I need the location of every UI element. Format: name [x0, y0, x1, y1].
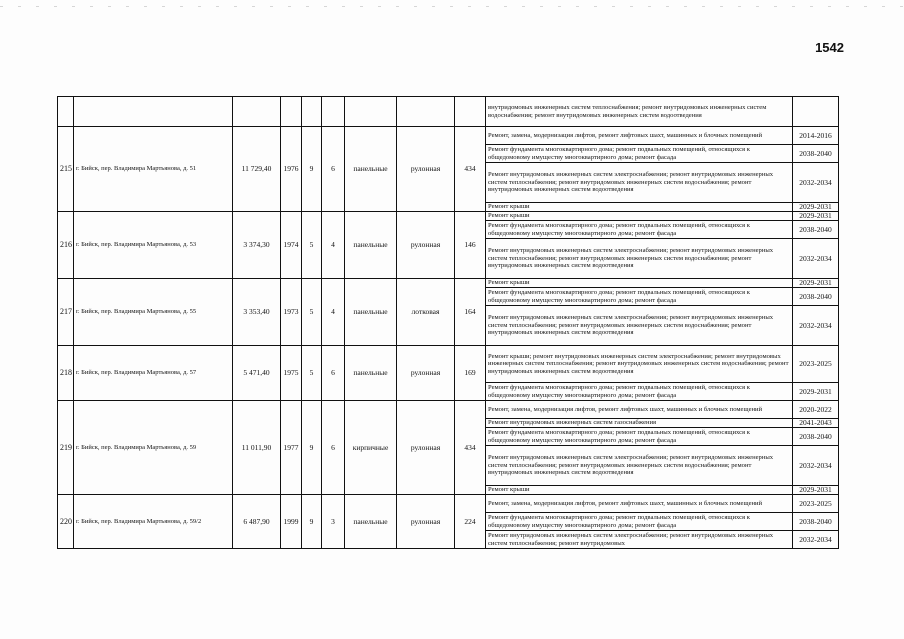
period-cell: 2032-2034 — [793, 446, 839, 486]
work-description-cell: Ремонт крыши — [486, 212, 793, 221]
wall-material-cell: панельные — [345, 346, 397, 401]
year-cell: 1976 — [281, 127, 302, 212]
page-number: 1542 — [815, 40, 844, 55]
residents-cell: 169 — [455, 346, 486, 401]
period-cell: 2038-2040 — [793, 288, 839, 306]
work-description-cell: Ремонт внутридомовых инженерных систем электроснабжения; ремонт внутридомовых инженерных систем теплоснабжения; ремонт внутридомовых — [486, 531, 793, 549]
period-cell: 2032-2034 — [793, 163, 839, 203]
address-cell: г. Бийск, пер. Владимира Мартьянова, д. 53 — [74, 212, 233, 279]
work-description-cell: Ремонт крыши — [486, 279, 793, 288]
work-description-cell: внутридомовых инженерных систем теплоснабжения; ремонт внутридомовых инженерных систем водоснабжения; ремонт внутридомовых инженерных систем водоотведения — [486, 97, 793, 127]
period-cell: 2032-2034 — [793, 306, 839, 346]
year-cell — [281, 97, 302, 127]
period-cell: 2038-2040 — [793, 428, 839, 446]
period-cell: 2041-2043 — [793, 419, 839, 428]
table-row — [58, 279, 839, 288]
row-number: 220 — [58, 495, 74, 549]
table-row — [58, 401, 839, 419]
work-description-cell: Ремонт крыши — [486, 203, 793, 212]
work-description-cell: Ремонт фундамента многоквартирного дома; ремонт подвальных помещений, относящихся к общедомовому имуществу многоквартирного дома; ремонт фасада — [486, 513, 793, 531]
period-cell: 2029-2031 — [793, 486, 839, 495]
work-description-cell: Ремонт, замена, модернизация лифтов, ремонт лифтовых шахт, машинных и блочных помещений — [486, 401, 793, 419]
year-cell: 1973 — [281, 279, 302, 346]
residents-cell — [455, 97, 486, 127]
roof-type-cell: рулонная — [397, 127, 455, 212]
address-cell: г. Бийск, пер. Владимира Мартьянова, д. 59 — [74, 401, 233, 495]
period-cell: 2038-2040 — [793, 221, 839, 239]
capital-repair-table — [57, 96, 839, 549]
year-cell: 1974 — [281, 212, 302, 279]
period-cell: 2020-2022 — [793, 401, 839, 419]
work-description-cell: Ремонт, замена, модернизация лифтов, ремонт лифтовых шахт, машинных и блочных помещений — [486, 127, 793, 145]
wall-material-cell — [345, 97, 397, 127]
residents-cell: 434 — [455, 401, 486, 495]
row-number: 219 — [58, 401, 74, 495]
scan-artifact — [0, 6, 904, 7]
address-cell: г. Бийск, пер. Владимира Мартьянова, д. 51 — [74, 127, 233, 212]
work-description-cell: Ремонт фундамента многоквартирного дома; ремонт подвальных помещений, относящихся к общедомовому имуществу многоквартирного дома; ремонт фасада — [486, 221, 793, 239]
table-row — [58, 346, 839, 383]
period-cell: 2029-2031 — [793, 279, 839, 288]
floors-cell: 9 — [302, 127, 322, 212]
period-cell — [793, 97, 839, 127]
row-number — [58, 97, 74, 127]
work-description-cell: Ремонт фундамента многоквартирного дома; ремонт подвальных помещений, относящихся к общедомовому имуществу многоквартирного дома; ремонт фасада — [486, 288, 793, 306]
work-description-cell: Ремонт крыши — [486, 486, 793, 495]
work-description-cell: Ремонт, замена, модернизация лифтов, ремонт лифтовых шахт, машинных и блочных помещений — [486, 495, 793, 513]
floors-cell: 9 — [302, 401, 322, 495]
wall-material-cell: панельные — [345, 212, 397, 279]
area-cell: 6 487,90 — [233, 495, 281, 549]
entrances-cell: 6 — [322, 401, 345, 495]
area-cell: 3 353,40 — [233, 279, 281, 346]
area-cell: 3 374,30 — [233, 212, 281, 279]
wall-material-cell: панельные — [345, 127, 397, 212]
work-description-cell: Ремонт фундамента многоквартирного дома; ремонт подвальных помещений, относящихся к общедомовому имуществу многоквартирного дома; ремонт фасада — [486, 428, 793, 446]
work-description-cell: Ремонт крыши; ремонт внутридомовых инженерных систем электроснабжения; ремонт внутридомовых инженерных систем теплоснабжения; ремонт внутридомовых инженерных систем водоснабжения; ремонт внутридомовых инженерных систем водоотведения — [486, 346, 793, 383]
work-description-cell: Ремонт фундамента многоквартирного дома; ремонт подвальных помещений, относящихся к общедомовому имуществу многоквартирного дома; ремонт фасада — [486, 383, 793, 401]
work-description-cell: Ремонт фундамента многоквартирного дома; ремонт подвальных помещений, относящихся к общедомовому имуществу многоквартирного дома; ремонт фасада — [486, 145, 793, 163]
row-number: 218 — [58, 346, 74, 401]
year-cell: 1977 — [281, 401, 302, 495]
address-cell — [74, 97, 233, 127]
residents-cell: 434 — [455, 127, 486, 212]
table-row — [58, 495, 839, 513]
year-cell: 1999 — [281, 495, 302, 549]
year-cell: 1975 — [281, 346, 302, 401]
period-cell: 2014-2016 — [793, 127, 839, 145]
period-cell: 2029-2031 — [793, 383, 839, 401]
row-number: 216 — [58, 212, 74, 279]
work-description-cell: Ремонт внутридомовых инженерных систем газоснабжения — [486, 419, 793, 428]
wall-material-cell: панельные — [345, 495, 397, 549]
address-cell: г. Бийск, пер. Владимира Мартьянова, д. 57 — [74, 346, 233, 401]
row-number: 215 — [58, 127, 74, 212]
residents-cell: 224 — [455, 495, 486, 549]
address-cell: г. Бийск, пер. Владимира Мартьянова, д. 59/2 — [74, 495, 233, 549]
residents-cell: 146 — [455, 212, 486, 279]
entrances-cell: 6 — [322, 127, 345, 212]
roof-type-cell: рулонная — [397, 212, 455, 279]
entrances-cell: 6 — [322, 346, 345, 401]
floors-cell: 9 — [302, 495, 322, 549]
period-cell: 2023-2025 — [793, 346, 839, 383]
period-cell: 2032-2034 — [793, 531, 839, 549]
table-row — [58, 97, 839, 127]
residents-cell: 164 — [455, 279, 486, 346]
table-row — [58, 127, 839, 145]
roof-type-cell: рулонная — [397, 401, 455, 495]
work-description-cell: Ремонт внутридомовых инженерных систем электроснабжения; ремонт внутридомовых инженерных систем теплоснабжения; ремонт внутридомовых инженерных систем водоснабжения; ремонт внутридомовых инженерных систем водоотведения — [486, 446, 793, 486]
period-cell: 2032-2034 — [793, 239, 839, 279]
row-number: 217 — [58, 279, 74, 346]
floors-cell: 5 — [302, 212, 322, 279]
roof-type-cell — [397, 97, 455, 127]
period-cell: 2029-2031 — [793, 212, 839, 221]
table-row — [58, 212, 839, 221]
address-cell: г. Бийск, пер. Владимира Мартьянова, д. 55 — [74, 279, 233, 346]
roof-type-cell: рулонная — [397, 346, 455, 401]
entrances-cell: 4 — [322, 212, 345, 279]
area-cell: 11 729,40 — [233, 127, 281, 212]
period-cell: 2023-2025 — [793, 495, 839, 513]
roof-type-cell: лотковая — [397, 279, 455, 346]
work-description-cell: Ремонт внутридомовых инженерных систем электроснабжения; ремонт внутридомовых инженерных систем теплоснабжения; ремонт внутридомовых инженерных систем водоснабжения; ремонт внутридомовых инженерных систем водоотведения — [486, 306, 793, 346]
floors-cell — [302, 97, 322, 127]
period-cell: 2029-2031 — [793, 203, 839, 212]
floors-cell: 5 — [302, 279, 322, 346]
wall-material-cell: кирпичные — [345, 401, 397, 495]
wall-material-cell: панельные — [345, 279, 397, 346]
work-description-cell: Ремонт внутридомовых инженерных систем электроснабжения; ремонт внутридомовых инженерных систем теплоснабжения; ремонт внутридомовых инженерных систем водоснабжения; ремонт внутридомовых инженерных систем водоотведения — [486, 239, 793, 279]
entrances-cell: 4 — [322, 279, 345, 346]
entrances-cell — [322, 97, 345, 127]
work-description-cell: Ремонт внутридомовых инженерных систем электроснабжения; ремонт внутридомовых инженерных систем теплоснабжения; ремонт внутридомовых инженерных систем водоснабжения; ремонт внутридомовых инженерных систем водоотведения — [486, 163, 793, 203]
area-cell — [233, 97, 281, 127]
floors-cell: 5 — [302, 346, 322, 401]
roof-type-cell: рулонная — [397, 495, 455, 549]
entrances-cell: 3 — [322, 495, 345, 549]
period-cell: 2038-2040 — [793, 513, 839, 531]
period-cell: 2038-2040 — [793, 145, 839, 163]
area-cell: 5 471,40 — [233, 346, 281, 401]
area-cell: 11 011,90 — [233, 401, 281, 495]
